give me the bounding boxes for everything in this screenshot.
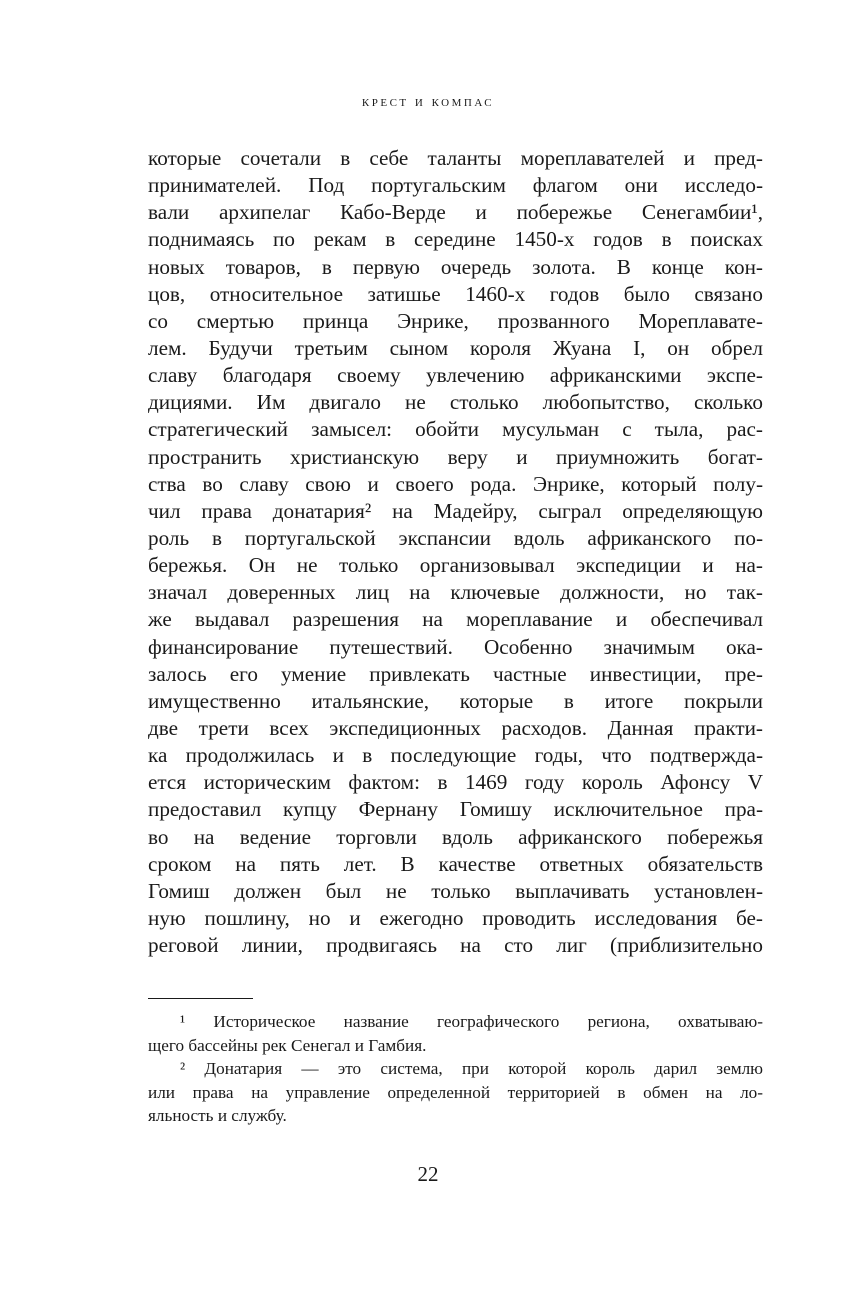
- body-line: предоставил купцу Фернану Гомишу исключительное пра-: [148, 797, 763, 822]
- body-line: дициями. Им двигало не столько любопытство, сколько: [148, 390, 763, 415]
- body-line: чил права донатария² на Мадейру, сыграл определяющую: [148, 498, 763, 523]
- body-line: ка продолжилась и в последующие годы, что подтвержда-: [148, 743, 763, 768]
- body-line: лем. Будучи третьим сыном короля Жуана I, он обрел: [148, 335, 763, 360]
- body-line: стратегический замысел: обойти мусульман с тыла, рас-: [148, 417, 763, 442]
- body-line: бережья. Он не только организовывал экспедиции и на-: [148, 553, 763, 578]
- body-line: во на ведение торговли вдоль африканского побережья: [148, 824, 763, 849]
- body-line: Гомиш должен был не только выплачивать установлен-: [148, 878, 763, 903]
- body-line: имущественно итальянские, которые в итоге покрыли: [148, 688, 763, 713]
- body-line: цов, относительное затишье 1460-х годов было связано: [148, 281, 763, 306]
- body-line: ства во славу свою и своего рода. Энрике, который полу-: [148, 471, 763, 496]
- footnote-line: яльность и службу.: [148, 1106, 287, 1125]
- footnote-line: ¹ Историческое название географического региона, охватываю-: [180, 1012, 763, 1031]
- body-line: финансирование путешествий. Особенно значимым ока-: [148, 634, 763, 659]
- footnotes: [148, 1010, 763, 1128]
- body-line: славу благодаря своему увлечению африканскими экспе-: [148, 363, 763, 388]
- footnote-line: щего бассейны рек Сенегал и Гамбия.: [148, 1035, 427, 1055]
- footnote-line: ² Донатария — это система, при которой король дарил землю: [180, 1059, 763, 1078]
- body-line: пространить христианскую веру и приумножить богат-: [148, 444, 763, 469]
- page-number: 22: [417, 1162, 439, 1186]
- body-line: же выдавал разрешения на мореплавание и обеспечивал: [148, 607, 763, 632]
- body-line: которые сочетали в себе таланты мореплавателей и пред-: [148, 146, 763, 170]
- body-text: [148, 145, 763, 959]
- footnote-line: или права на управление определенной территорией в обмен на ло-: [148, 1082, 763, 1102]
- running-head: крест и компас: [361, 94, 495, 110]
- body-line: сроком на пять лет. В качестве ответных обязательств: [148, 851, 763, 876]
- body-line: реговой линии, продвигаясь на сто лиг (приблизительно: [148, 933, 763, 958]
- body-line: принимателей. Под португальским флагом они исследо-: [148, 173, 763, 198]
- footnote-2: [148, 1057, 763, 1128]
- body-line: со смертью принца Энрике, прозванного Мореплавате-: [148, 308, 763, 333]
- body-line: значал доверенных лиц на ключевые должности, но так-: [148, 580, 763, 605]
- body-line: две трети всех экспедиционных расходов. Данная практи-: [148, 715, 763, 740]
- body-line: новых товаров, в первую очередь золота. В конце кон-: [148, 254, 763, 279]
- body-line: вали архипелаг Кабо-Верде и побережье Сенегамбии¹,: [148, 200, 763, 225]
- footnote-1: [148, 1010, 763, 1057]
- body-line: залось его умение привлекать частные инвестиции, пре-: [148, 661, 763, 686]
- body-line: роль в португальской экспансии вдоль африканского по-: [148, 525, 763, 550]
- footnote-divider: [148, 998, 253, 999]
- body-line: ется историческим фактом: в 1469 году король Афонсу V: [148, 770, 763, 795]
- body-line: поднимаясь по рекам в середине 1450-х годов в поисках: [148, 227, 763, 252]
- body-line: ную пошлину, но и ежегодно проводить исследования бе-: [148, 905, 763, 930]
